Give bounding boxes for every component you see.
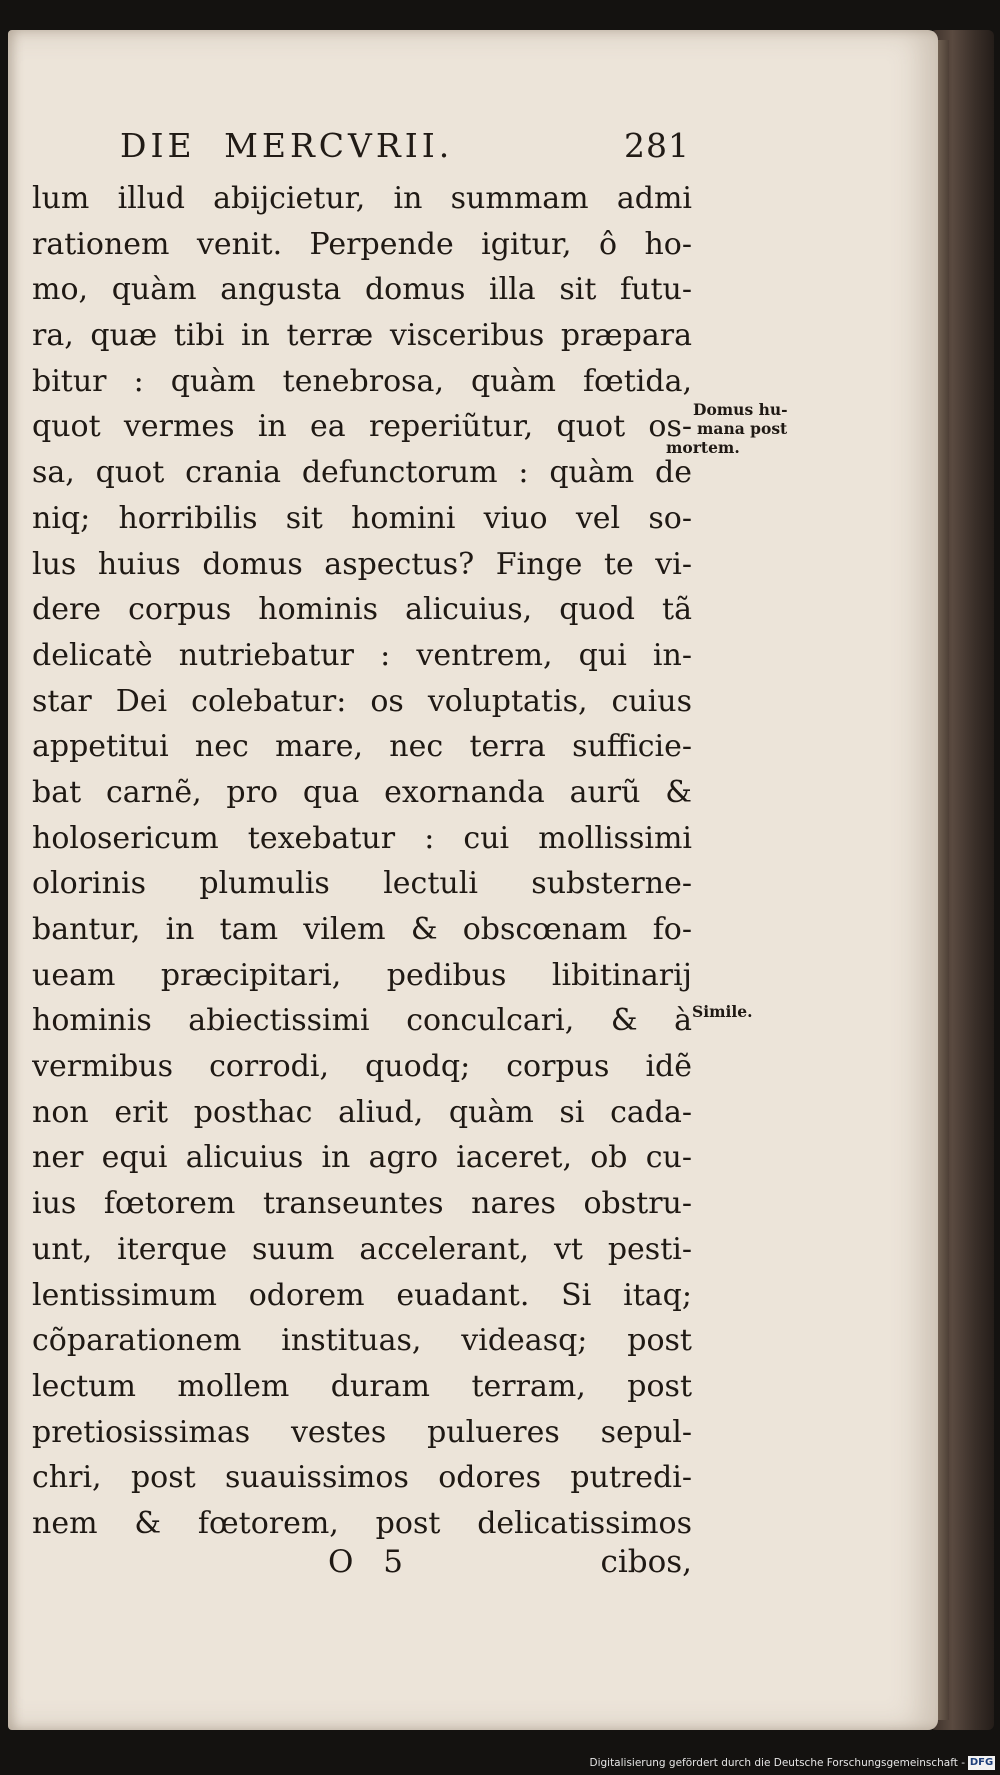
marginal-note-line: mortem. (666, 438, 740, 457)
book-page (8, 30, 938, 1730)
text-line: mo, quàm angusta domus illa sit futu- (32, 272, 692, 308)
text-line: lectum mollem duram terram, post (32, 1368, 692, 1404)
text-line: ner equi alicuius in agro iaceret, ob cu- (32, 1140, 692, 1176)
text-line: chri, post suauissimos odores putredi- (32, 1460, 692, 1496)
text-line: ius fœtorem transeuntes nares obstru- (32, 1186, 692, 1222)
credit-text: Digitalisierung gefördert durch die Deutsche Forschungsgemeinschaft - (589, 1757, 965, 1769)
page-header (120, 126, 690, 174)
text-line: ra, quæ tibi in terræ visceribus præpara (32, 318, 692, 354)
running-title: DIE MERCVRII. (120, 126, 454, 165)
marginal-note-line: Domus hu- (693, 400, 788, 419)
text-line: vermibus corrodi, quodq; corpus idẽ (32, 1049, 692, 1085)
digitization-credit (0, 1752, 1000, 1775)
marginal-note-domus (666, 400, 788, 457)
text-line: niq; horribilis sit homini viuo vel so- (32, 500, 692, 536)
text-line: cõparationem instituas, videasq; post (32, 1323, 692, 1359)
text-line: non erit posthac aliud, quàm si cada- (32, 1094, 692, 1130)
marginal-note-simile (692, 1002, 753, 1021)
page-footer (32, 1544, 692, 1594)
text-line: unt, iterque suum accelerant, vt pesti- (32, 1231, 692, 1267)
text-line: dere corpus hominis alicuius, quod tã (32, 592, 692, 628)
text-line: sa, quot crania defunctorum : quàm de (32, 455, 692, 491)
text-line: lum illud abijcietur, in summam admi (32, 181, 692, 216)
text-line: bitur : quàm tenebrosa, quàm fœtida, (32, 363, 692, 399)
page-number: 281 (624, 126, 690, 165)
marginal-note-line: mana post (697, 419, 788, 438)
text-line: holosericum texebatur : cui mollissimi (32, 820, 692, 856)
text-line: lentissimum odorem euadant. Si itaq; (32, 1277, 692, 1313)
text-line: olorinis plumulis lectuli substerne- (32, 866, 692, 902)
text-line: appetitui nec mare, nec terra sufficie- (32, 729, 692, 765)
dfg-logo: DFG (969, 1757, 994, 1768)
marginal-note-line: Simile. (692, 1002, 753, 1021)
text-line: hominis abiectissimi conculcari, & à (32, 1003, 692, 1039)
text-line: lus huius domus aspectus? Finge te vi- (32, 546, 692, 582)
catchword: cibos, (600, 1544, 692, 1580)
text-line: quot vermes in ea reperiũtur, quot os- (32, 409, 692, 445)
text-line: rationem venit. Perpende igitur, ô ho- (32, 226, 692, 262)
text-line: pretiosissimas vestes pulueres sepul- (32, 1414, 692, 1450)
text-line: nem & fœtorem, post delicatissimos (32, 1505, 692, 1541)
body-text (32, 176, 692, 1547)
text-line: delicatè nutriebatur : ventrem, qui in- (32, 637, 692, 673)
signature-mark: O 5 (328, 1544, 413, 1580)
text-line: ueam præcipitari, pedibus libitinarij (32, 957, 692, 993)
text-line: bat carnẽ, pro qua exornanda aurũ & (32, 774, 692, 810)
text-line: bantur, in tam vilem & obscœnam fo- (32, 912, 692, 947)
text-line: star Dei colebatur: os voluptatis, cuius (32, 683, 692, 719)
